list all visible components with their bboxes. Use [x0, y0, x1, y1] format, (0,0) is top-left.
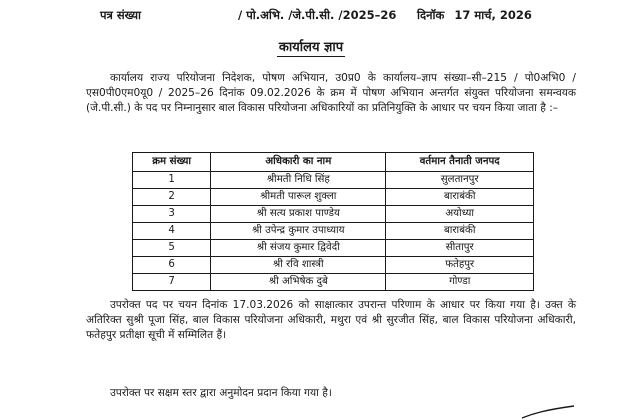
district-cell: गोण्डा: [386, 274, 534, 291]
column-header-serial: क्रम संख्या: [133, 153, 211, 172]
district-cell: बाराबंकी: [386, 223, 534, 240]
memo-reference-line: [238, 8, 568, 23]
serial-cell: 7: [133, 274, 211, 291]
memo-reference: / पो.अभि. /जे.पी.सी. /2025–26: [238, 8, 397, 22]
district-cell: बाराबंकी: [386, 189, 534, 206]
column-header-officer-name: अधिकारी का नाम: [211, 153, 386, 172]
officer-name-cell: श्री उपेन्द्र कुमार उपाध्याय: [211, 223, 386, 240]
intro-paragraph: कार्यालय राज्य परियोजना निदेशक, पोषण अभियान, उ0प्र0 के कार्यालय–ज्ञाप संख्या–सी–215 / पो0अभि0 / एस0पी0एम0यू0 / 2025–26 दिनांक 09.02.2026 के क्रम में पोषण अभियान अन्तर्गत संयुक्त परियोजना समन्वयक (जे.पी.सी.) के पद पर निम्नानुसार बाल विकास परियोजना अधिकारियों का प्रतिनियुक्ति के आधार पर चयन किया जाता है :–: [86, 72, 576, 114]
table-row: [133, 223, 534, 240]
district-cell: अयोध्या: [386, 206, 534, 223]
table-header-row: [133, 153, 534, 172]
district-cell: सुलतानपुर: [386, 172, 534, 189]
memo-date: 17 मार्च, 2026: [454, 8, 532, 22]
serial-cell: 3: [133, 206, 211, 223]
officer-name-cell: श्री सत्य प्रकाश पाण्डेय: [211, 206, 386, 223]
table-row: [133, 206, 534, 223]
signature-stroke: [518, 404, 578, 420]
table-row: [133, 257, 534, 274]
serial-cell: 2: [133, 189, 211, 206]
officer-name-cell: श्रीमती पारूल शुक्ला: [211, 189, 386, 206]
district-cell: सीतापुर: [386, 240, 534, 257]
officer-name-cell: श्रीमती निधि सिंह: [211, 172, 386, 189]
selection-paragraph: उपरोक्त पद पर चयन दिनांक 17.03.2026 को साक्षात्कार उपरान्त परिणाम के आधार पर किया गया है। उक्त के अतिरिक्त सुश्री पूजा सिंह, बाल विकास परियोजना अधिकारी, मथुरा एवं श्री सुरजीत सिंह, बाल विकास परियोजना अधिकारी, फतेहपुर प्रतीक्षा सूची में सम्मिलित हैं।: [86, 299, 576, 341]
officer-name-cell: श्री अभिषेक दुबे: [211, 274, 386, 291]
serial-cell: 5: [133, 240, 211, 257]
date-label: दिनॉक: [417, 8, 445, 22]
officer-name-cell: श्री रवि शास्त्री: [211, 257, 386, 274]
officers-table: [132, 152, 534, 291]
table-row: [133, 172, 534, 189]
district-cell: फतेहपुर: [386, 257, 534, 274]
serial-cell: 6: [133, 257, 211, 274]
page-title-wrap: [0, 37, 622, 55]
serial-cell: 4: [133, 223, 211, 240]
table-row: [133, 274, 534, 291]
serial-cell: 1: [133, 172, 211, 189]
letter-number-label: पत्र संख्या: [100, 8, 142, 22]
column-header-current-district: वर्तमान तैनाती जनपद: [386, 153, 534, 172]
approval-paragraph: उपरोक्त पर सक्षम स्तर द्वारा अनुमोदन प्रदान किया गया है।: [110, 387, 332, 399]
table-row: [133, 240, 534, 257]
page-title: कार्यालय ज्ञाप: [278, 40, 344, 55]
officer-name-cell: श्री संजय कुमार द्विवेदी: [211, 240, 386, 257]
table-row: [133, 189, 534, 206]
